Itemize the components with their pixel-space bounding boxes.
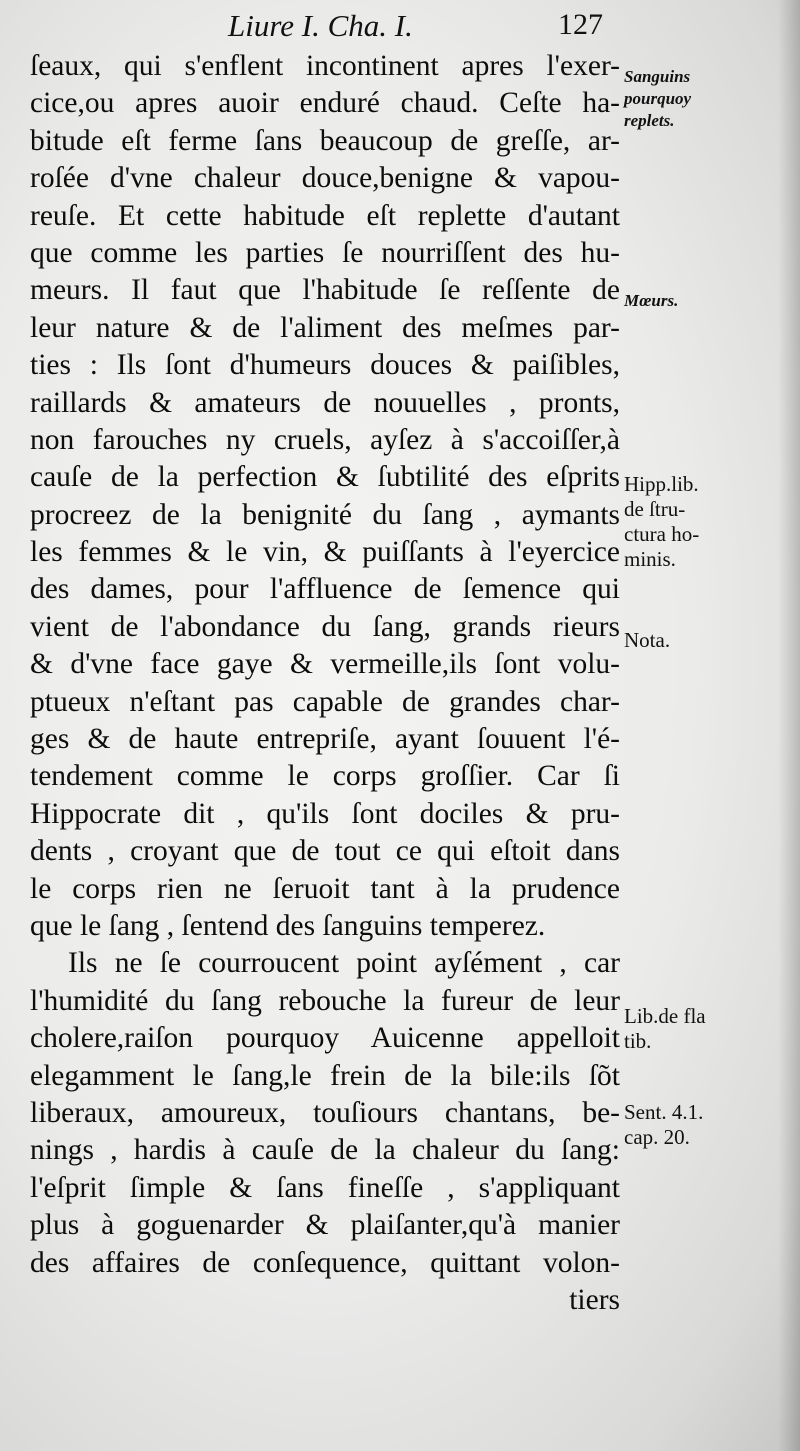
text-line: plus à goguenarder & plaiſanter,qu'à manier — [30, 1209, 620, 1242]
text-line: Ils ne ſe courroucent point ayſément , car — [68, 947, 620, 980]
margin-note-moeurs: Mœurs. — [624, 291, 679, 310]
text-line: raillards & amateurs de nouuelles , pronts, — [30, 386, 620, 419]
running-head: Liure I. Cha. I. — [228, 8, 413, 43]
margin-note-lib: Lib.de fla tib. — [624, 1004, 706, 1053]
text-line: & d'vne face gaye & vermeille,ils ſont volu- — [30, 648, 620, 681]
text-line: nings , hardis à cauſe de la chaleur du ſang: — [30, 1134, 620, 1167]
catchword: tiers — [569, 1283, 620, 1316]
text-line: vient de l'abondance du ſang, grands rieurs — [30, 610, 620, 643]
text-line: l'humidité du ſang rebouche la fureur de leur — [30, 984, 620, 1017]
text-line: des dames, pour l'affluence de ſemence qui — [30, 573, 620, 606]
text-line: le corps rien ne ſeruoit tant à la prudence — [30, 872, 620, 905]
text-line: cice,ou apres auoir enduré chaud. Ceſte ha- — [30, 87, 620, 120]
text-line: ſeaux, qui s'enflent incontinent apres l'exer- — [30, 50, 620, 82]
text-line: ties : Ils ſont d'humeurs douces & paiſibles, — [30, 349, 620, 382]
page-number: 127 — [558, 8, 603, 41]
text-line: non farouches ny cruels, ayſez à s'accoiſſer,à — [30, 423, 620, 456]
text-line: cauſe de la perfection & ſubtilité des eſprits — [30, 461, 620, 494]
text-line: procreez de la benignité du ſang , aymants — [30, 498, 620, 531]
text-line: leur nature & de l'aliment des meſmes par- — [30, 311, 620, 344]
text-line: elegamment le ſang,le frein de la bile:ils ſõt — [30, 1059, 620, 1092]
text-line: que le ſang , ſentend des ſanguins temperez. — [30, 909, 546, 942]
text-line: Hippocrate dit , qu'ils ſont dociles & pru- — [30, 797, 620, 830]
text-line: que comme les parties ſe nourriſſent des hu- — [30, 236, 620, 269]
margin-note-sent: Sent. 4.1. cap. 20. — [624, 1100, 704, 1149]
text-line: roſée d'vne chaleur douce,benigne & vapou- — [30, 162, 620, 195]
text-line: cholere,raiſon pourquoy Auicenne appelloit — [30, 1022, 620, 1055]
text-line: meurs. Il faut que l'habitude ſe reſſente de — [30, 274, 620, 307]
main-text — [30, 48, 620, 1319]
text-line: dents , croyant que de tout ce qui eſtoit dans — [30, 835, 620, 868]
margin-note-sanguins: Sanguins pourquoy replets. — [624, 67, 692, 130]
margin-note-nota: Nota. — [624, 628, 671, 652]
text-line: tendement comme le corps groſſier. Car ſi — [30, 760, 620, 793]
text-line: liberaux, amoureux, touſiours chantans, be- — [30, 1096, 620, 1129]
text-line: reuſe. Et cette habitude eſt replette d'autant — [30, 199, 620, 232]
page-header — [0, 8, 800, 48]
margin-note-hippocrates: Hipp.lib. de ſtru- ctura ho- minis. — [624, 472, 700, 571]
text-line: des affaires de conſequence, quittant volon- — [30, 1246, 620, 1279]
text-line: ptueux n'eſtant pas capable de grandes char- — [30, 685, 620, 718]
text-line: l'eſprit ſimple & ſans fineſſe , s'appliquant — [30, 1171, 620, 1204]
text-line: les femmes & le vin, & puiſſants à l'eyercice — [30, 536, 620, 569]
text-line: ges & de haute entrepriſe, ayant ſouuent l'é- — [30, 723, 620, 756]
text-line: bitude eſt ferme ſans beaucoup de greſſe, ar- — [30, 124, 620, 157]
